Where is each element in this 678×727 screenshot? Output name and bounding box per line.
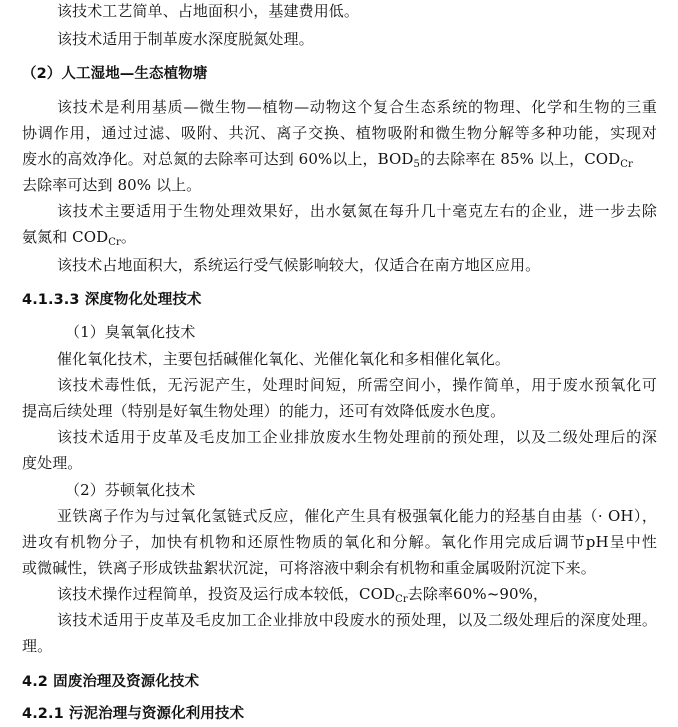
paragraph-line: 度处理。	[22, 454, 83, 472]
paragraph-line: 去除率可达到 80% 以上。	[22, 176, 202, 194]
paragraph-line: 提高后续处理（特别是好氧生物处理）的能力，还可有效降低废水色度。	[22, 402, 506, 420]
section-heading: （2）人工湿地—生态植物塘	[22, 66, 208, 82]
paragraph-line: 该技术主要适用于生物处理效果好，出水氨氮在每升几十毫克左右的企业，进一步去除	[57, 202, 657, 220]
paragraph-line: 该技术占地面积大，系统运行受气候影响较大，仅适合在南方地区应用。	[57, 256, 541, 274]
paragraph-line: 该技术是利用基质—微生物—植物—动物这个复合生态系统的物理、化学和生物的三重	[57, 98, 657, 116]
subheading: （1）臭氧氧化技术	[65, 323, 196, 341]
paragraph-line: 该技术毒性低，无污泥产生，处理时间短，所需空间小，操作简单，用于废水预氧化可	[57, 376, 657, 394]
paragraph-line: 理。	[22, 637, 53, 655]
paragraph-line: 协调作用，通过过滤、吸附、共沉、离子交换、植物吸附和微生物分解等多种功能，实现对	[22, 124, 657, 142]
paragraph-line: 该技术适用于制革废水深度脱氮处理。	[57, 30, 314, 48]
subheading: （2）芬顿氧化技术	[65, 481, 196, 499]
paragraph-line: 亚铁离子作为与过氧化氢链式反应，催化产生具有极强氧化能力的羟基自由基（· OH），	[57, 507, 657, 525]
paragraph-line: 该技术适用于皮革及毛皮加工企业排放中段废水的预处理，以及二级处理后的深度处理。	[57, 611, 657, 629]
subsection-heading: 4.2.1 污泥治理与资源化利用技术	[22, 706, 245, 722]
paragraph-line: 该技术适用于皮革及毛皮加工企业排放废水生物处理前的预处理，以及二级处理后的深	[57, 428, 657, 446]
paragraph-line: 该技术工艺简单、占地面积小，基建费用低。	[57, 2, 360, 20]
subsection-heading: 4.1.3.3 深度物化处理技术	[22, 292, 202, 308]
paragraph-line: 进攻有机物分子，加快有机物和还原性物质的氧化和分解。氧化作用完成后调节pH呈中性	[22, 533, 657, 551]
paragraph-line: 该技术操作过程简单，投资及运行成本较低，$COD_{Cr}$去除率60%~90%，	[57, 585, 549, 605]
paragraph-line: 或微碱性，铁离子形成铁盐絮状沉淀，可将溶液中剩余有机物和重金属吸附沉淀下来。	[22, 559, 596, 577]
paragraph-line: 催化氧化技术，主要包括碱催化氧化、光催化氧化和多相催化氧化。	[57, 350, 511, 368]
paragraph-line: 氨氮和 $COD_{Cr}$。	[22, 228, 137, 248]
section-heading: 4.2 固废治理及资源化技术	[22, 674, 200, 690]
paragraph-line: 废水的高效净化。对总氮的去除率可达到 60%以上，$BOD_5$的去除率在 85% 以上，$COD_{Cr}$	[22, 150, 633, 170]
